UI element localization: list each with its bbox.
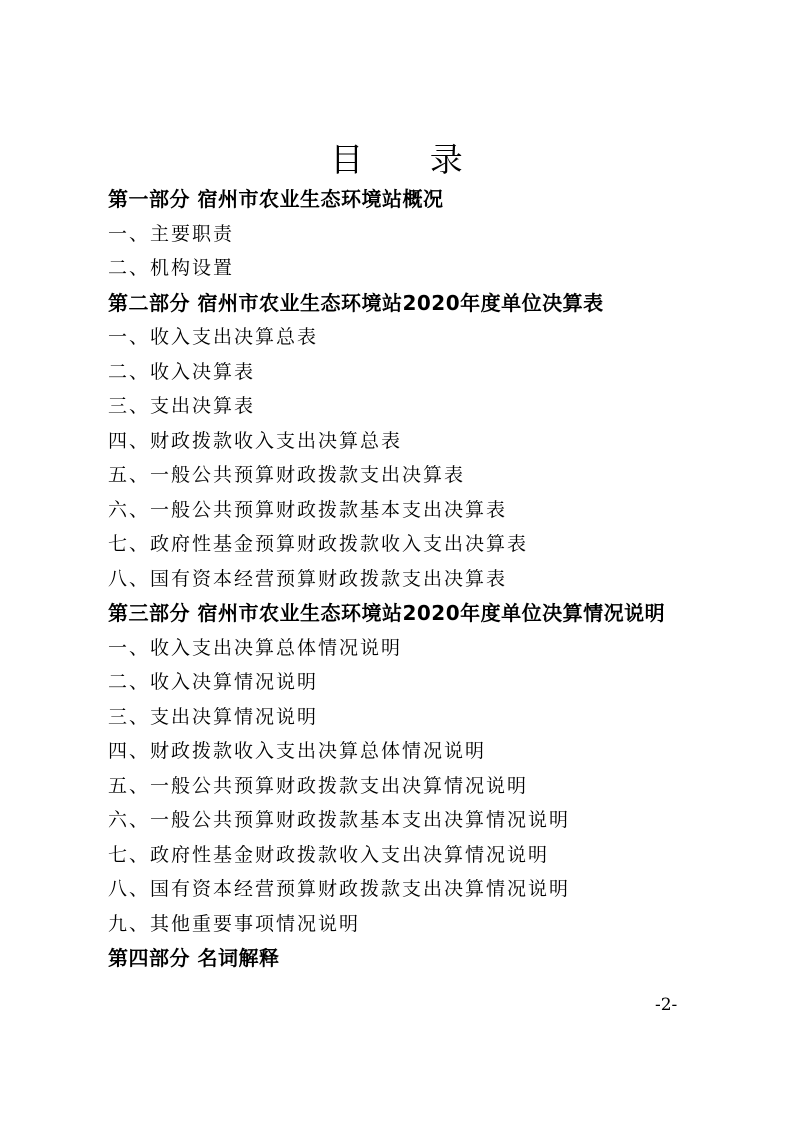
toc-part-heading[interactable]: 第一部分 宿州市农业生态环境站概况	[108, 187, 444, 211]
toc-entry[interactable]: 四、财政拨款收入支出决算总表	[108, 429, 403, 452]
toc-entry[interactable]: 一、主要职责	[108, 222, 235, 245]
toc-entry[interactable]: 六、一般公共预算财政拨款基本支出决算情况说明	[108, 809, 571, 831]
toc-entry[interactable]: 九、其他重要事项情况说明	[108, 912, 361, 935]
page-title: 目 录	[330, 140, 491, 179]
toc-entry[interactable]: 三、支出决算情况说明	[108, 705, 319, 728]
toc-entry[interactable]: 二、收入决算情况说明	[108, 671, 319, 693]
toc-entry[interactable]: 四、财政拨款收入支出决算总体情况说明	[108, 740, 487, 762]
toc-part-heading[interactable]: 第四部分 名词解释	[108, 946, 280, 970]
toc-entry[interactable]: 七、政府性基金预算财政拨款收入支出决算表	[108, 533, 529, 555]
toc-entry[interactable]: 五、一般公共预算财政拨款支出决算表	[108, 464, 466, 486]
toc-entry[interactable]: 八、国有资本经营预算财政拨款支出决算表	[108, 567, 508, 590]
toc-entry[interactable]: 八、国有资本经营预算财政拨款支出决算情况说明	[108, 878, 571, 900]
toc-entry[interactable]: 五、一般公共预算财政拨款支出决算情况说明	[108, 774, 529, 797]
toc-part-heading[interactable]: 第三部分 宿州市农业生态环境站2020年度单位决算情况说明	[108, 601, 666, 625]
toc-entry[interactable]: 二、机构设置	[108, 257, 235, 279]
page-number: -2-	[655, 995, 678, 1015]
toc-entry[interactable]: 二、收入决算表	[108, 360, 256, 383]
toc-entry[interactable]: 三、支出决算表	[108, 395, 256, 417]
toc-entry[interactable]: 六、一般公共预算财政拨款基本支出决算表	[108, 498, 508, 521]
toc-part-heading[interactable]: 第二部分 宿州市农业生态环境站2020年度单位决算表	[108, 290, 604, 315]
toc-entry[interactable]: 一、收入支出决算总表	[108, 326, 319, 348]
toc-entry[interactable]: 七、政府性基金财政拨款收入支出决算情况说明	[108, 843, 550, 866]
toc-entry[interactable]: 一、收入支出决算总体情况说明	[108, 636, 403, 659]
table-of-contents	[108, 182, 748, 976]
